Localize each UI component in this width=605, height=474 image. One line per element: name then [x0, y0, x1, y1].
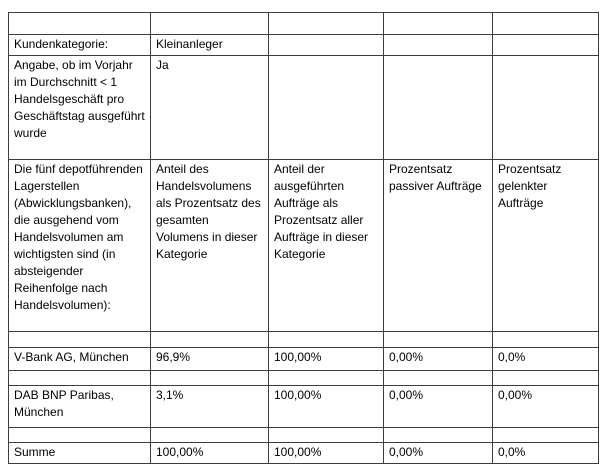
- cell-header-passive-auftraege: Prozentsatz passiver Aufträge: [384, 160, 493, 332]
- table-cell: [384, 56, 493, 160]
- row-dab-bnp-paribas: [9, 386, 599, 428]
- cell-value: 96,9%: [151, 348, 269, 371]
- cell-value: 0,0%: [493, 443, 599, 464]
- table-cell: [493, 428, 599, 443]
- cell-value: 0,0%: [493, 348, 599, 371]
- table-cell: [493, 13, 599, 35]
- cell-summe-label: Summe: [9, 443, 151, 464]
- table-cell: [269, 13, 384, 35]
- table-cell: [9, 428, 151, 443]
- cell-venue-name: V-Bank AG, München: [9, 348, 151, 371]
- cell-value: 100,00%: [269, 386, 384, 428]
- table-cell: [269, 332, 384, 348]
- cell-value: 0,00%: [384, 386, 493, 428]
- table-cell: [493, 35, 599, 56]
- row-spacer-2: [9, 371, 599, 386]
- cell-value: 0,00%: [493, 386, 599, 428]
- cell-value: 3,1%: [151, 386, 269, 428]
- row-angabe-vorjahr: [9, 56, 599, 160]
- table-cell: [269, 56, 384, 160]
- table-cell: [9, 371, 151, 386]
- cell-value: 0,00%: [384, 443, 493, 464]
- cell-kundenkategorie-value: Kleinanleger: [151, 35, 269, 56]
- row-summe: [9, 443, 599, 464]
- cell-value: 0,00%: [384, 348, 493, 371]
- cell-header-handelsvolumen: Anteil des Handelsvolumens als Prozentsatz des gesamten Volumens in dieser Kategorie: [151, 160, 269, 332]
- row-empty-top: [9, 13, 599, 35]
- table-cell: [384, 332, 493, 348]
- table-cell: [493, 56, 599, 160]
- table-cell: [269, 35, 384, 56]
- document-page: [0, 12, 605, 474]
- table-cell: [151, 13, 269, 35]
- table-cell: [493, 332, 599, 348]
- table-cell: [384, 13, 493, 35]
- row-kundenkategorie: [9, 35, 599, 56]
- table-cell: [151, 371, 269, 386]
- table-cell: [384, 35, 493, 56]
- table-cell: [384, 428, 493, 443]
- table-cell: [384, 371, 493, 386]
- cell-angabe-value: Ja: [151, 56, 269, 160]
- table-cell: [9, 332, 151, 348]
- cell-kundenkategorie-label: Kundenkategorie:: [9, 35, 151, 56]
- table-cell: [493, 371, 599, 386]
- row-column-headers: [9, 160, 599, 332]
- table-cell: [269, 371, 384, 386]
- row-spacer-1: [9, 332, 599, 348]
- table-cell: [151, 332, 269, 348]
- table-cell: [269, 428, 384, 443]
- cell-venue-name: DAB BNP Paribas, München: [9, 386, 151, 428]
- cell-header-gelenkte-auftraege: Prozentsatz gelenkter Aufträge: [493, 160, 599, 332]
- table-cell: [151, 428, 269, 443]
- report-table: [8, 12, 599, 464]
- cell-angabe-label: Angabe, ob im Vorjahr im Durchschnitt < 1 Handelsgeschäft pro Geschäftstag ausgeführt wurde: [9, 56, 151, 160]
- cell-value: 100,00%: [269, 348, 384, 371]
- cell-value: 100,00%: [151, 443, 269, 464]
- row-vbank: [9, 348, 599, 371]
- cell-lagerstellen-header: Die fünf depotführenden Lagerstellen (Abwicklungsbanken), die ausgehend vom Handelsvolumen am wichtigsten sind (in absteigender Reihenfolge nach Handelsvolumen):: [9, 160, 151, 332]
- cell-header-ausgefuehrte-auftraege: Anteil der ausgeführten Aufträge als Prozentsatz aller Aufträge in dieser Kategorie: [269, 160, 384, 332]
- cell-value: 100,00%: [269, 443, 384, 464]
- row-spacer-3: [9, 428, 599, 443]
- table-cell: [9, 13, 151, 35]
